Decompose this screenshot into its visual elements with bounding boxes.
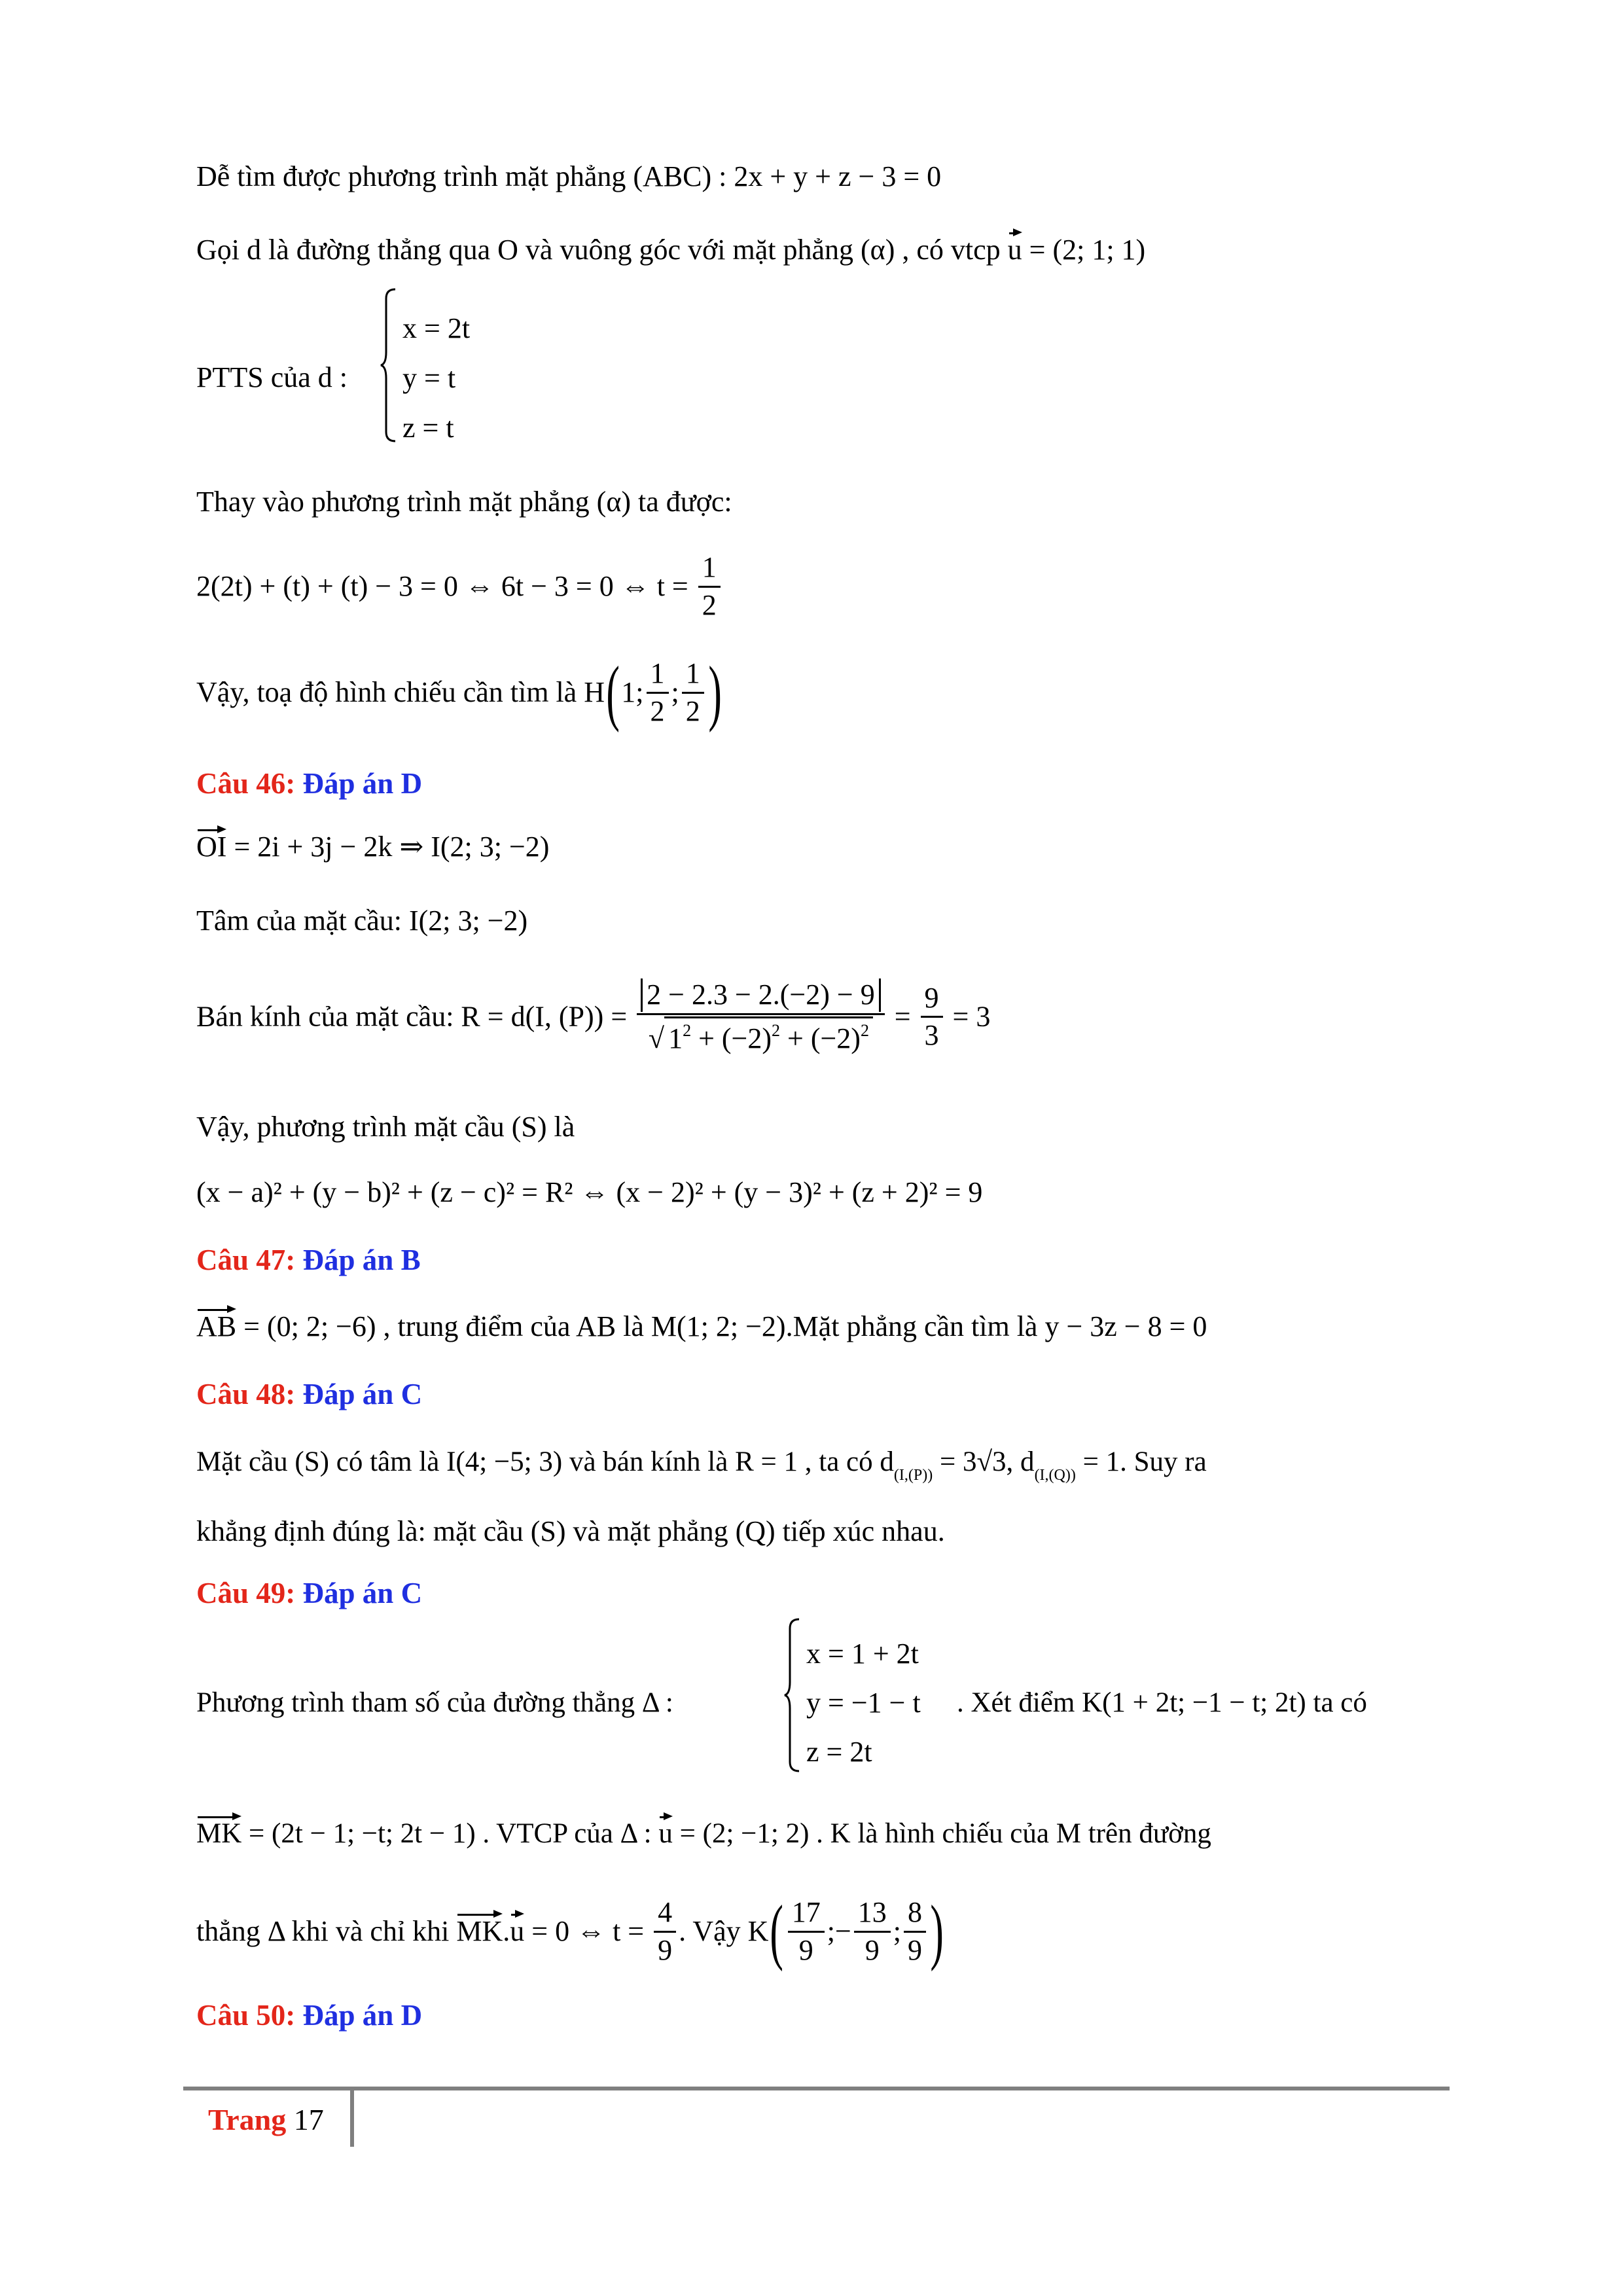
vector-mk-2: MK <box>456 1915 503 1947</box>
k-semi-2: ; <box>893 1915 902 1947</box>
k-paren-close: ) <box>930 1891 944 1972</box>
q48-label: Câu 48: <box>196 1378 296 1410</box>
k-y-fraction <box>854 1896 891 1967</box>
h-y-fraction <box>647 657 669 728</box>
page-footer <box>208 2102 324 2137</box>
ptts-x: x = 2t <box>402 312 471 344</box>
q46-sphere-label: Vậy, phương trình mặt cầu (S) là <box>196 1111 575 1143</box>
projection-text: Vậy, toạ độ hình chiếu cần tìm là H <box>196 676 605 708</box>
q46-center: Tâm của mặt cầu: I(2; 3; −2) <box>196 905 528 937</box>
solve-t-equation <box>196 551 723 622</box>
k-z-num: 8 <box>904 1896 926 1933</box>
delta-x: x = 1 + 2t <box>806 1638 919 1670</box>
question-46-heading <box>196 769 422 798</box>
t-fraction <box>698 551 721 622</box>
q48-t2: = 3√3, d <box>933 1446 1035 1477</box>
vector-u-delta: u <box>658 1818 673 1849</box>
t-den: 2 <box>702 588 717 621</box>
q48-sub1: (I,(P)) <box>893 1467 933 1484</box>
q49-answer: Đáp án C <box>302 1577 423 1609</box>
h-z-fraction <box>682 657 704 728</box>
ptts-z: z = t <box>402 412 454 444</box>
t-value-num: 4 <box>654 1896 676 1933</box>
q48-answer: Đáp án C <box>302 1378 423 1410</box>
line-d-text: Gọi d là đường thẳng qua O và vuông góc với mặt phẳng (α) , có vtcp <box>196 234 1001 266</box>
den-2: + (−2) <box>691 1022 772 1054</box>
radius-simple-den: 3 <box>924 1019 939 1052</box>
question-48-heading <box>196 1380 422 1409</box>
radius-num-wrap <box>637 978 885 1015</box>
h-x: 1; <box>621 676 644 708</box>
radius-den-wrap: √ $1^2 + (-2)^2 + (-2)^2$ <box>637 1015 885 1056</box>
radius-eq: = <box>887 1000 918 1033</box>
h-y-den: 2 <box>650 694 665 727</box>
delta-z: z = 2t <box>806 1736 872 1768</box>
page-label: Trang <box>208 2103 287 2136</box>
k-x-num: 17 <box>788 1896 825 1933</box>
q46-radius <box>196 978 990 1055</box>
q48-t1: Mặt cầu (S) có tâm là I(4; −5; 3) và bán kính là R = 1 , ta có d <box>196 1446 894 1477</box>
q49-line-2 <box>196 1820 1211 1848</box>
t-num: 1 <box>698 551 721 588</box>
q47-label: Câu 47: <box>196 1244 296 1276</box>
k-paren-open: ( <box>770 1891 784 1972</box>
ptts-label: PTTS của d : <box>196 361 348 393</box>
question-50-heading <box>196 2001 422 2030</box>
q47-answer: Đáp án B <box>302 1244 421 1276</box>
dot-product: . <box>503 1915 510 1947</box>
projection-h <box>196 652 723 733</box>
k-z-den: 9 <box>908 1933 923 1966</box>
q49-l2a: = (2t − 1; −t; 2t − 1) . VTCP của Δ : <box>241 1818 652 1849</box>
question-47-heading <box>196 1246 421 1275</box>
den-1: 1 <box>668 1022 683 1054</box>
oi-expression: = 2i + 3j − 2k ⇒ I(2; 3; −2) <box>226 831 550 863</box>
solve-t-text: 2(2t) + (t) + (t) − 3 = 0 ⇔ 6t − 3 = 0 ⇔ t = <box>196 570 688 603</box>
q46-sphere-equation: (x − a)² + (y − b)² + (z − c)² = R² ⇔ (x − 2)² + (y − 3)² + (z + 2)² = 9 <box>196 1176 983 1208</box>
left-brace-icon <box>783 1617 803 1774</box>
radius-num: 2 − 2.3 − 2.(−2) − 9 <box>641 978 881 1012</box>
q49-line-1b: . Xét điểm K(1 + 2t; −1 − t; 2t) ta có <box>957 1687 1367 1718</box>
t-value-fraction <box>654 1896 676 1967</box>
left-brace-icon <box>380 287 399 444</box>
radius-result: = 3 <box>945 1000 991 1033</box>
plane-abc-equation: Dễ tìm được phương trình mặt phẳng (ABC) : 2x + y + z − 3 = 0 <box>196 160 942 192</box>
paren-open: ( <box>606 652 620 733</box>
vector-mk: MK <box>196 1818 242 1849</box>
k-y-den: 9 <box>865 1933 880 1966</box>
q46-label: Câu 46: <box>196 767 296 800</box>
footer-divider <box>350 2088 354 2147</box>
vector-u: u <box>1007 234 1022 266</box>
q50-answer: Đáp án D <box>302 1999 423 2032</box>
vector-u-value: = (2; 1; 1) <box>1022 234 1146 266</box>
k-y-num: 13 <box>854 1896 891 1933</box>
q48-sub2: (I,(Q)) <box>1034 1467 1076 1484</box>
den-sq3: 2 <box>860 1020 869 1040</box>
delta-y: y = −1 − t <box>806 1687 921 1719</box>
q46-answer: Đáp án D <box>302 767 423 800</box>
radius-simple-num: 9 <box>921 982 943 1018</box>
line-d-definition <box>196 236 1145 264</box>
q50-label: Câu 50: <box>196 1999 296 2032</box>
q49-l3b: = 0 ⇔ t = <box>524 1915 645 1947</box>
q47-text: = (0; 2; −6) , trung điểm của AB là M(1; 2; −2).Mặt phẳng cần tìm là y − 3z − 8 = 0 <box>236 1310 1207 1342</box>
radius-fraction <box>637 978 885 1055</box>
h-sep: ; <box>671 676 679 708</box>
den-3: + (−2) <box>780 1022 861 1054</box>
footer-rule <box>183 2087 1450 2090</box>
q49-line-1a: Phương trình tham số của đường thẳng Δ : <box>196 1687 673 1718</box>
q49-l3c: . Vậy K <box>679 1915 769 1947</box>
k-minus: − <box>834 1915 851 1947</box>
h-y-num: 1 <box>647 657 669 694</box>
h-z-num: 1 <box>682 657 704 694</box>
substitute-text: Thay vào phương trình mặt phẳng (α) ta được: <box>196 486 732 518</box>
t-value-den: 9 <box>658 1933 673 1966</box>
q48-line-2: khẳng định đúng là: mặt cầu (S) và mặt phẳng (Q) tiếp xúc nhau. <box>196 1515 945 1547</box>
q49-l3a: thẳng Δ khi và chỉ khi <box>196 1915 457 1947</box>
radius-simple-fraction <box>921 982 943 1052</box>
k-x-fraction <box>788 1896 825 1967</box>
page-number: 17 <box>293 2103 324 2136</box>
h-z-den: 2 <box>685 694 700 727</box>
paren-close: ) <box>708 652 722 733</box>
q49-line-3 <box>196 1891 945 1972</box>
radius-sqrt <box>664 1016 873 1056</box>
q49-label: Câu 49: <box>196 1577 296 1609</box>
vector-oi: OI <box>196 831 227 863</box>
ptts-y: y = t <box>402 362 456 394</box>
k-z-fraction <box>904 1896 926 1967</box>
q47-solution <box>196 1312 1207 1341</box>
k-semi-1: ; <box>827 1915 835 1947</box>
q49-l2b: = (2; −1; 2) . K là hình chiếu của M trên đường <box>672 1818 1211 1849</box>
k-x-den: 9 <box>798 1933 813 1966</box>
q48-line-1 <box>196 1448 1207 1483</box>
question-49-heading <box>196 1579 422 1608</box>
den-sq2: 2 <box>772 1020 780 1040</box>
q46-oi-vector <box>196 833 549 861</box>
radius-label: Bán kính của mặt cầu: R = d(I, (P)) = <box>196 1000 628 1033</box>
den-sq1: 2 <box>683 1020 692 1040</box>
vector-ab: AB <box>196 1310 237 1342</box>
q48-t3: = 1. Suy ra <box>1075 1446 1207 1477</box>
vector-u-2: u <box>510 1915 525 1947</box>
